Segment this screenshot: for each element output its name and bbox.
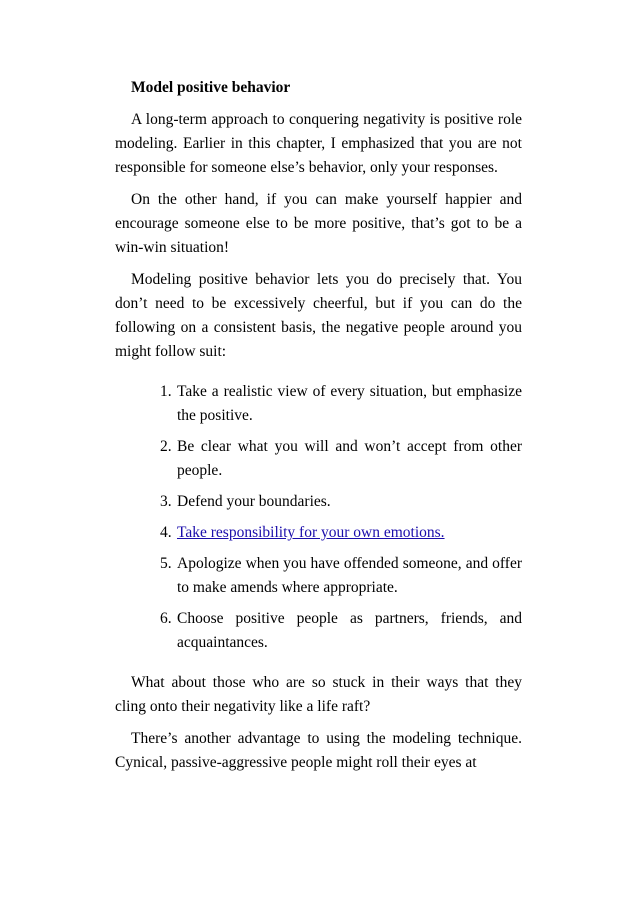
list-item [115, 552, 522, 600]
list-item-number: 2. [160, 438, 172, 455]
list-item-number: 6. [160, 610, 172, 627]
list-item-text: Apologize when you have offended someone, and offer to make amends where appropriate. [177, 555, 522, 596]
list-item [115, 435, 522, 483]
list-item-number: 5. [160, 555, 172, 572]
list-item-number: 4. [160, 524, 172, 541]
list-item-text: Choose positive people as partners, friends, and acquaintances. [177, 610, 522, 651]
list-item-text: Defend your boundaries. [177, 493, 331, 510]
list-item [115, 380, 522, 428]
paragraph-intro: A long-term approach to conquering negativity is positive role modeling. Earlier in this chapter, I emphasized that you are not responsible for someone else’s behavior, only your responses. [115, 111, 522, 176]
list-item-text: Take a realistic view of every situation, but emphasize the positive. [177, 383, 522, 424]
paragraph-advantage: There’s another advantage to using the modeling technique. Cynical, passive-aggressive people might roll their eyes at [115, 730, 522, 771]
list-item-number: 3. [160, 493, 172, 510]
list-item [115, 607, 522, 655]
list-item[interactable] [115, 521, 522, 545]
list-item-text: Be clear what you will and won’t accept from other people. [177, 438, 522, 479]
responsibility-link[interactable]: Take responsibility for your own emotions. [177, 524, 445, 541]
paragraph-stuck: What about those who are so stuck in their ways that they cling onto their negativity like a life raft? [115, 674, 522, 715]
paragraph-modeling: Modeling positive behavior lets you do precisely that. You don’t need to be excessively cheerful, but if you can do the following on a consistent basis, the negative people around you might follow suit: [115, 271, 522, 360]
list-item-number: 1. [160, 383, 172, 400]
section-heading: Model positive behavior [131, 79, 291, 96]
numbered-list [115, 380, 522, 655]
list-item [115, 490, 522, 514]
paragraph-other-hand: On the other hand, if you can make yourself happier and encourage someone else to be more positive, that’s got to be a win-win situation! [115, 191, 522, 256]
document-page [115, 76, 522, 783]
